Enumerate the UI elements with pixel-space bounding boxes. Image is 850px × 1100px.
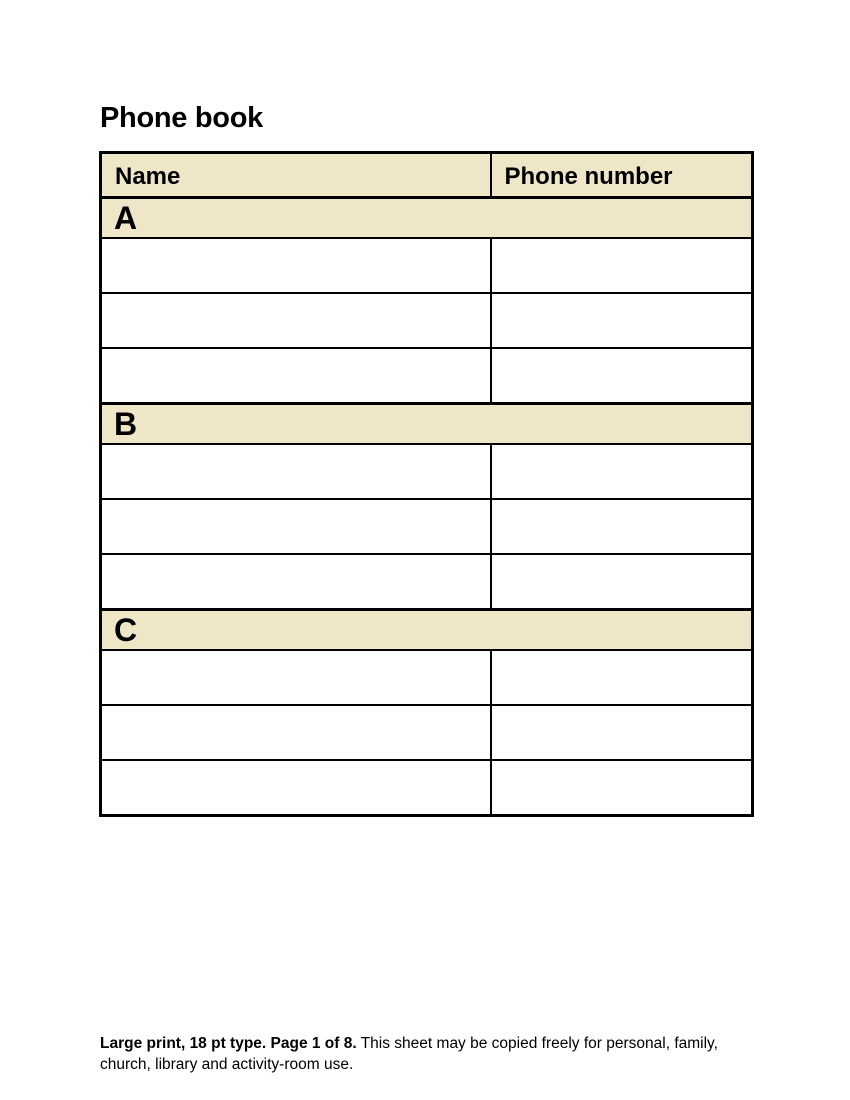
footer-bold-text: Large print, 18 pt type. Page 1 of 8. <box>100 1035 357 1052</box>
name-cell[interactable] <box>101 238 491 293</box>
page-title: Phone book <box>100 102 263 134</box>
table-row <box>101 348 753 404</box>
phone-cell[interactable] <box>491 293 753 348</box>
name-cell[interactable] <box>101 650 491 705</box>
phone-cell[interactable] <box>491 760 753 816</box>
table-row <box>101 705 753 760</box>
phone-column-header: Phone number <box>491 153 753 198</box>
section-header-row <box>101 198 753 239</box>
phone-cell[interactable] <box>491 650 753 705</box>
phone-book-table <box>99 151 754 817</box>
phone-cell[interactable] <box>491 554 753 610</box>
name-cell[interactable] <box>101 444 491 499</box>
table-row <box>101 499 753 554</box>
name-cell[interactable] <box>101 705 491 760</box>
name-cell[interactable] <box>101 293 491 348</box>
section-header-row <box>101 404 753 445</box>
section-letter-a: A <box>101 198 753 239</box>
table-row <box>101 650 753 705</box>
table-header-row <box>101 153 753 198</box>
phone-cell[interactable] <box>491 444 753 499</box>
name-cell[interactable] <box>101 348 491 404</box>
table-row <box>101 760 753 816</box>
table-row <box>101 444 753 499</box>
footer-note <box>100 1033 740 1075</box>
table-row <box>101 238 753 293</box>
phone-cell[interactable] <box>491 705 753 760</box>
phone-cell[interactable] <box>491 499 753 554</box>
name-cell[interactable] <box>101 499 491 554</box>
footer-text: This sheet may be copied freely for personal, family, church, library and activity-room use. <box>100 1035 718 1073</box>
table-row <box>101 293 753 348</box>
phone-cell[interactable] <box>491 348 753 404</box>
name-cell[interactable] <box>101 760 491 816</box>
section-letter-b: B <box>101 404 753 445</box>
section-letter-c: C <box>101 610 753 651</box>
phone-cell[interactable] <box>491 238 753 293</box>
section-header-row <box>101 610 753 651</box>
name-cell[interactable] <box>101 554 491 610</box>
name-column-header: Name <box>101 153 491 198</box>
table-row <box>101 554 753 610</box>
